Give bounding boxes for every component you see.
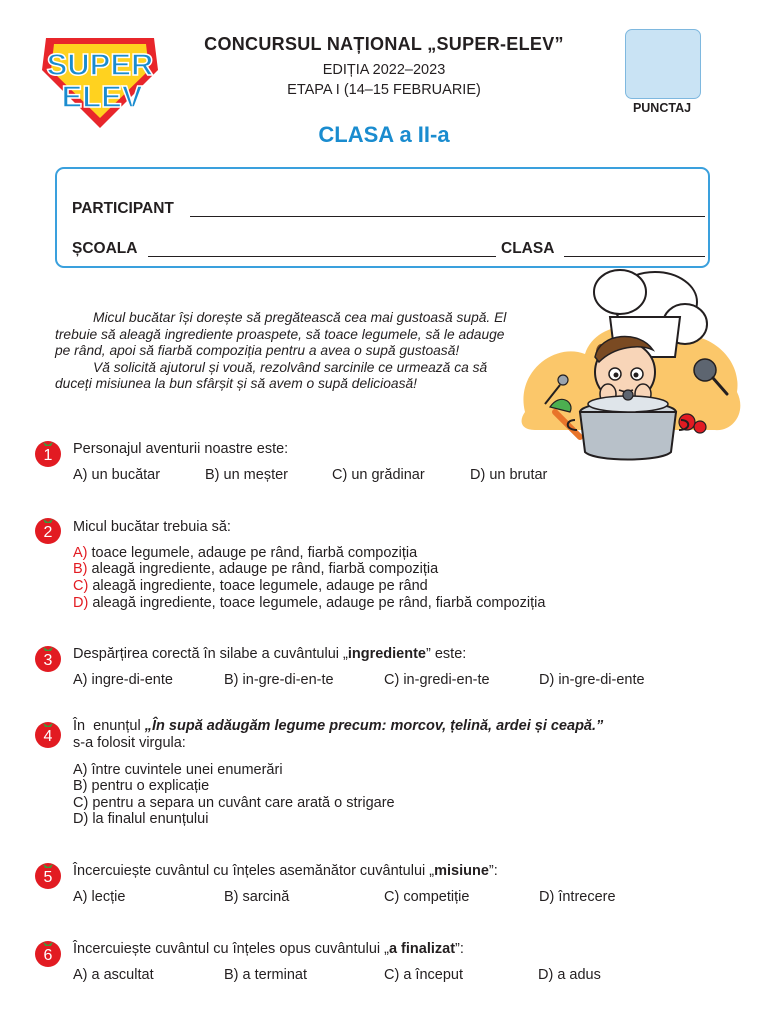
question-6-badge [33, 938, 63, 968]
participant-label: PARTICIPANT [72, 200, 174, 217]
q1-option-a[interactable]: A) un bucătar [73, 467, 161, 483]
svg-text:3: 3 [43, 652, 53, 669]
svg-text:1: 1 [43, 447, 53, 464]
question-6-text: Încercuiește cuvântul cu înțeles opus cuvântului „a finalizat”: [73, 941, 464, 957]
logo-text-top: SUPER [46, 47, 154, 82]
question-4-text-line2: s-a folosit virgula: [73, 735, 186, 751]
q6-option-b[interactable]: B) a terminat [224, 967, 307, 983]
q2-option-c[interactable]: C) aleagă ingrediente, toace legumele, adauge pe rând [73, 578, 428, 594]
question-5-badge [33, 860, 63, 890]
contest-title: CONCURSUL NAȚIONAL „SUPER-ELEV” [204, 34, 564, 54]
q2-option-b[interactable]: B) aleagă ingrediente, adauge pe rând, fiarbă compoziția [73, 561, 439, 577]
svg-text:2: 2 [43, 524, 53, 541]
question-2-text: Micul bucătar trebuia să: [73, 519, 231, 535]
edition-line: EDIȚIA 2022–2023 [322, 62, 446, 78]
q5-option-b[interactable]: B) sarcină [224, 889, 290, 905]
q6-option-a[interactable]: A) a ascultat [73, 967, 154, 983]
question-4-badge [33, 719, 63, 749]
q4-option-d[interactable]: D) la finalul enunțului [73, 811, 209, 827]
school-name-field[interactable] [148, 256, 496, 257]
q6-option-d[interactable]: D) a adus [538, 967, 601, 983]
question-2-badge [33, 515, 63, 545]
q2-option-d[interactable]: D) aleagă ingrediente, toace legumele, adauge pe rând, fiarbă compoziția [73, 595, 546, 611]
q3-option-a[interactable]: A) ingre-di-ente [73, 672, 173, 688]
score-box[interactable] [625, 29, 701, 99]
intro-text [55, 310, 520, 393]
q1-option-d[interactable]: D) un brutar [470, 467, 548, 483]
q4-option-a[interactable]: A) între cuvintele unei enumerări [73, 762, 283, 778]
question-1-badge [33, 438, 63, 468]
q3-option-d[interactable]: D) in-gre-di-ente [539, 672, 645, 688]
logo-text-bottom: ELEV [61, 79, 143, 114]
svg-text:4: 4 [43, 728, 53, 745]
q6-option-c[interactable]: C) a început [384, 967, 463, 983]
question-3-text: Despărțirea corectă în silabe a cuvântului „ingrediente” este: [73, 646, 467, 662]
svg-text:6: 6 [43, 947, 53, 964]
intro-paragraph-2: Vă solicită ajutorul și vouă, rezolvând sarcinile ce urmează ca să duceți misiunea la bun sfârșit și să avem o supă delicioasă! [55, 359, 488, 391]
participant-name-field[interactable] [190, 216, 705, 217]
stage-line: ETAPA I (14–15 FEBRUARIE) [287, 82, 481, 98]
q4-option-c[interactable]: C) pentru a separa un cuvânt care arată o strigare [73, 795, 395, 811]
score-label: PUNCTAJ [632, 101, 692, 115]
svg-text:5: 5 [43, 869, 53, 886]
chef-illustration [515, 262, 747, 472]
class-label: CLASA [501, 240, 555, 257]
q2-option-a[interactable]: A) toace legumele, adauge pe rând, fiarbă compoziția [73, 545, 418, 561]
q1-option-c[interactable]: C) un grădinar [332, 467, 425, 483]
q5-option-c[interactable]: C) competiție [384, 889, 470, 905]
question-5-text: Încercuiește cuvântul cu înțeles asemănător cuvântului „misiune”: [73, 863, 498, 879]
q1-option-b[interactable]: B) un meșter [205, 467, 288, 483]
q3-option-b[interactable]: B) in-gre-di-en-te [224, 672, 334, 688]
question-4-text: În enunțul „În supă adăugăm legume precum: morcov, țelină, ardei și ceapă.” [73, 718, 604, 734]
question-3-badge [33, 643, 63, 673]
q5-option-a[interactable]: A) lecție [73, 889, 126, 905]
intro-paragraph-1: Micul bucătar își dorește să pregătească cea mai gustoasă supă. El trebuie să aleagă ingrediente proaspete, să toace legumele, să le adauge pe rând, apoi să fiarbă compoziția pentru a avea o supă gustoasă! [55, 310, 507, 358]
class-title: CLASA a II-a [318, 122, 450, 147]
q3-option-c[interactable]: C) in-gredi-en-te [384, 672, 490, 688]
question-1-text: Personajul aventurii noastre este: [73, 441, 289, 457]
q5-option-d[interactable]: D) întrecere [539, 889, 616, 905]
q4-option-b[interactable]: B) pentru o explicație [73, 778, 210, 794]
school-label: ȘCOALA [72, 240, 138, 257]
class-field[interactable] [564, 256, 705, 257]
